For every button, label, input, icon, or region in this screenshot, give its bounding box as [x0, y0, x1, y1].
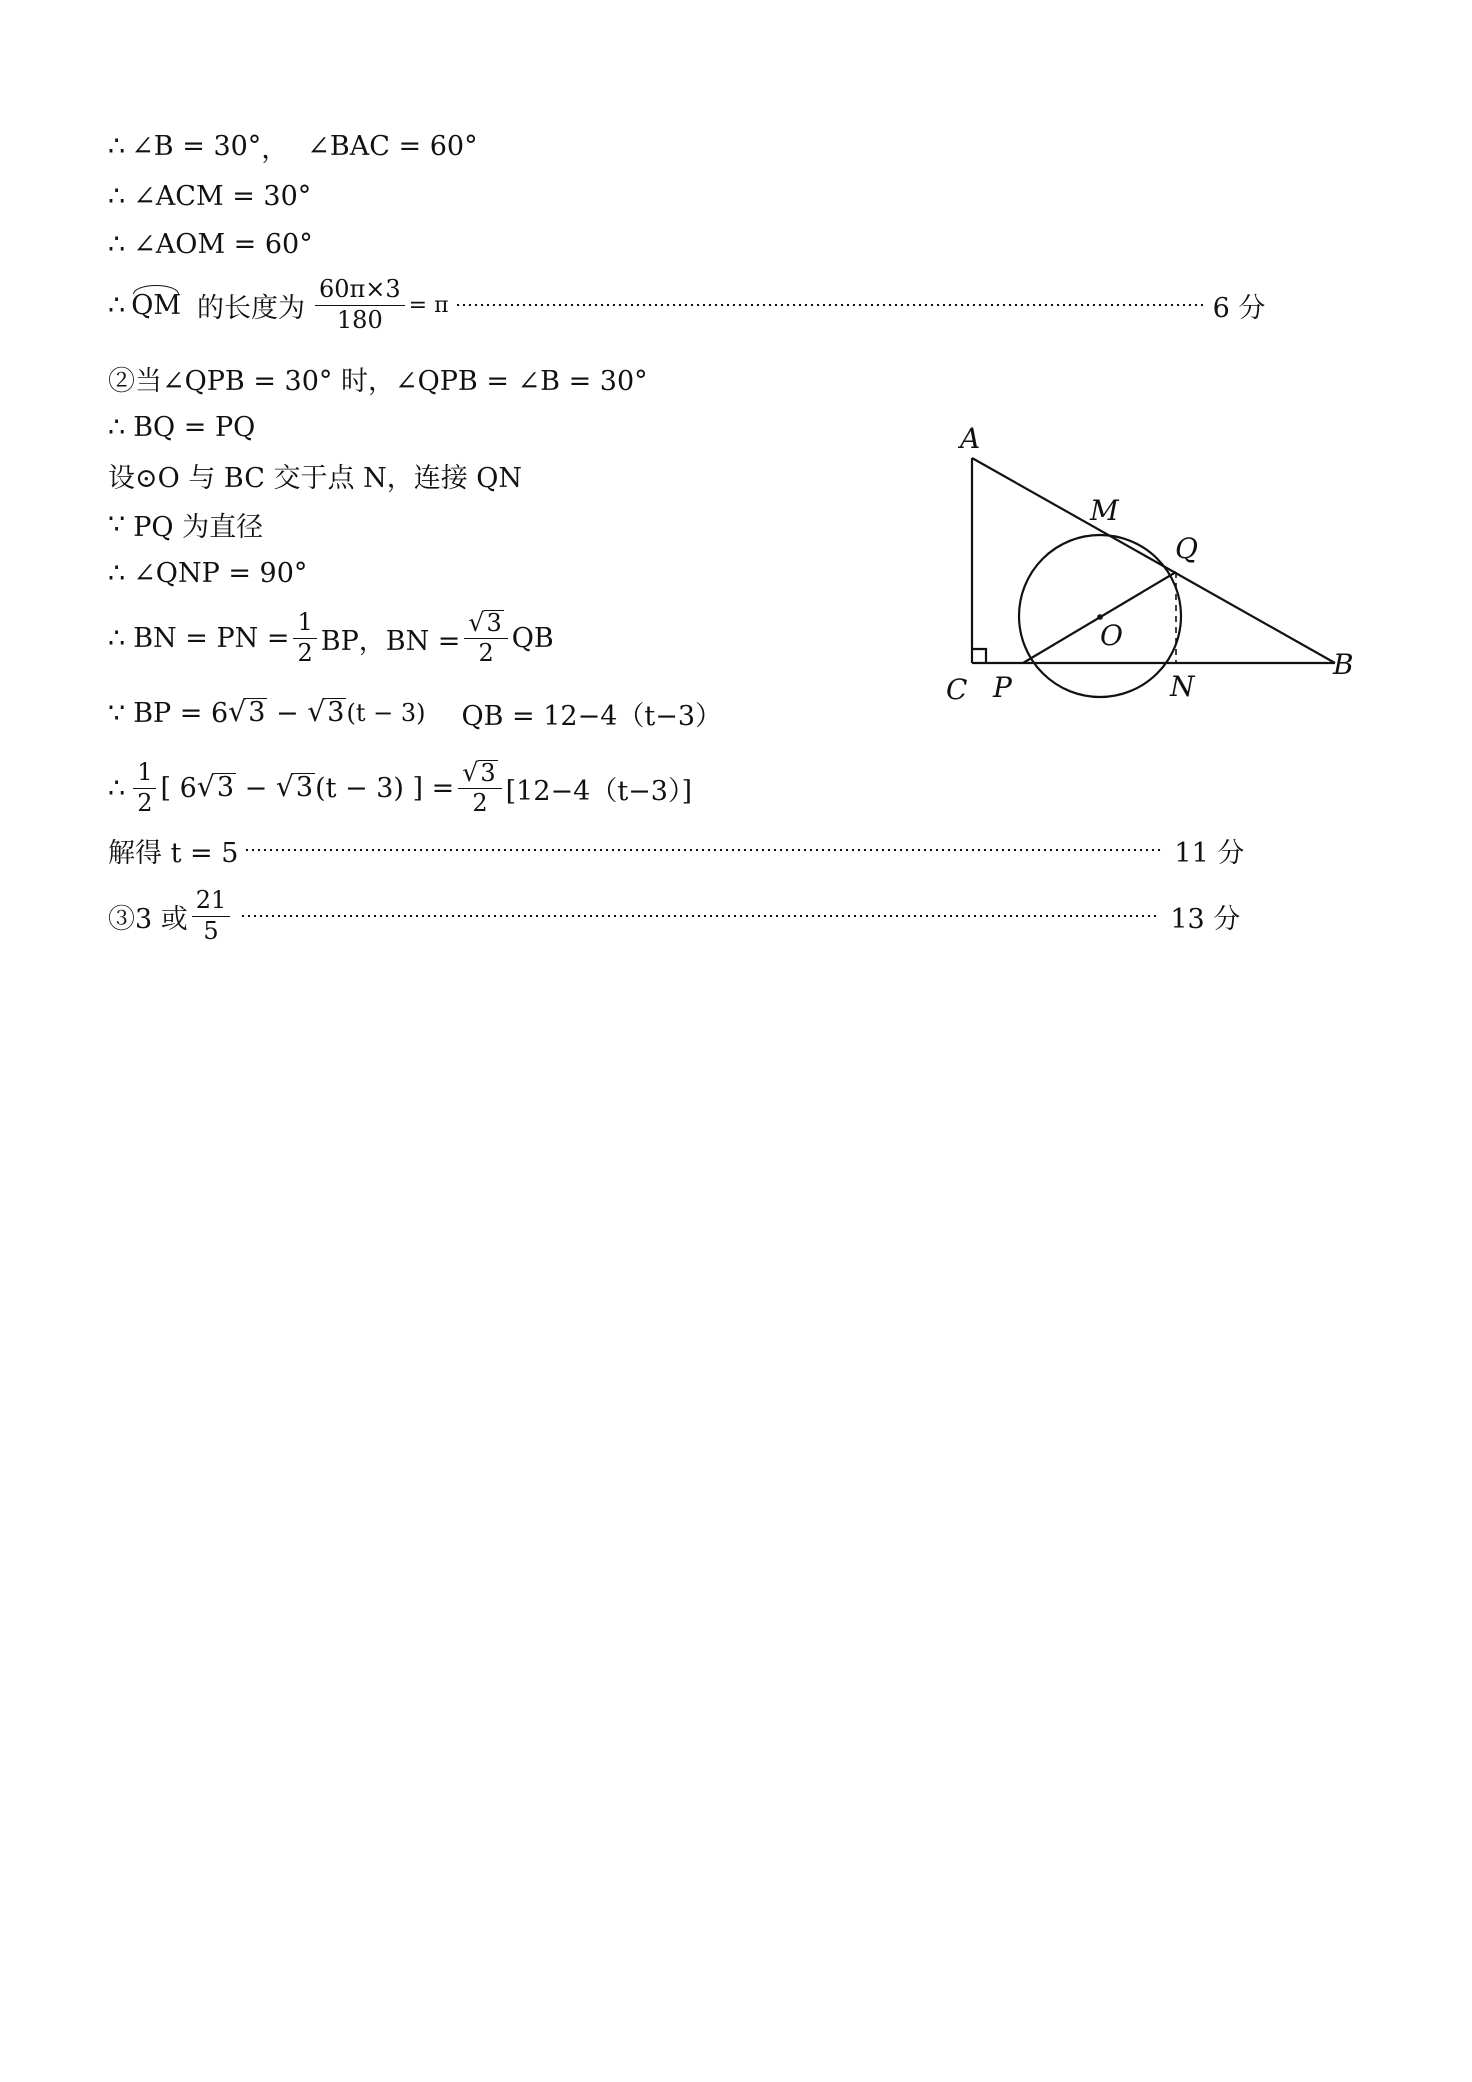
statement-text: 解得 t = 5 — [108, 837, 239, 869]
radicand: 3 — [480, 758, 496, 787]
therefore-symbol: ∴ — [108, 130, 126, 162]
label-n: N — [1170, 670, 1195, 703]
square-root: √ 3 — [275, 770, 314, 804]
fraction-denominator: 2 — [137, 788, 153, 817]
step-bq-pq — [108, 405, 255, 449]
step-diameter — [108, 502, 263, 546]
fraction-denominator: 5 — [203, 916, 219, 945]
step-arc-length — [108, 275, 1266, 334]
case-three-answer — [108, 886, 1241, 945]
step-bp-qb — [108, 691, 722, 735]
result-value: = π — [408, 292, 449, 318]
bp-expression: BP = 6 — [133, 697, 229, 729]
because-symbol: ∵ — [108, 697, 126, 729]
fraction — [315, 277, 405, 332]
statement-text: PQ 为直径 — [133, 511, 264, 543]
step-bn-relations — [108, 607, 554, 667]
step-angle-b: ∴ ∠B = 30° ， ∠BAC = 60° — [108, 130, 478, 165]
square-root: √ 3 — [228, 695, 266, 729]
right-angle-mark — [972, 649, 986, 663]
square-root: √ 3 — [307, 695, 345, 729]
statement-text: ∠AOM = 60° — [133, 228, 313, 260]
therefore-symbol: ∴ — [108, 772, 126, 804]
score: 6 分 — [1212, 292, 1266, 324]
radicand: 3 — [216, 772, 235, 804]
qb-expression: QB = 12−4（t−3） — [461, 700, 723, 732]
fraction-numerator: 21 — [192, 888, 231, 916]
therefore-symbol: ∴ — [108, 622, 126, 654]
construction-step — [108, 453, 522, 497]
radicand: 3 — [295, 772, 314, 804]
step-equation — [108, 757, 693, 817]
minus-sign: − — [236, 772, 276, 804]
angle-b-value: ∠B = 30° — [131, 130, 262, 162]
label-p: P — [993, 671, 1012, 704]
fraction-denominator: 2 — [478, 639, 494, 667]
label-b: B — [1333, 648, 1354, 681]
minus-sign: − — [267, 697, 308, 729]
step-right-angle — [108, 551, 307, 595]
statement-text: ②当∠QPB = 30° 时，∠QPB = ∠B = 30° — [108, 365, 648, 397]
dot-leader — [244, 849, 1164, 851]
mid-text: BP，BN = — [320, 625, 461, 657]
square-root: √ 3 — [468, 607, 502, 637]
fraction-numerator: 1 — [133, 760, 156, 788]
answer-prefix: ③3 或 — [108, 903, 188, 935]
fraction-root3-over-2 — [464, 607, 507, 667]
therefore-symbol: ∴ — [108, 228, 126, 260]
label-a: A — [960, 422, 981, 455]
fraction-numerator: 60π×3 — [315, 277, 405, 305]
therefore-symbol: ∴ — [108, 180, 126, 212]
bp-tail: (t − 3) — [346, 699, 426, 727]
segment-ab — [972, 458, 1335, 663]
dot-leader — [240, 915, 1160, 917]
step-angle-acm — [108, 174, 311, 218]
fraction-denominator: 2 — [472, 789, 488, 817]
step-solution — [108, 828, 1245, 872]
fraction-half — [293, 610, 316, 665]
radicand: 3 — [248, 697, 266, 729]
inner-tail: (t − 3) ] = — [315, 772, 455, 804]
therefore-symbol: ∴ — [108, 557, 126, 589]
therefore-symbol: ∴ — [108, 289, 126, 321]
fraction-numerator: 1 — [293, 610, 316, 638]
label-o: O — [1100, 619, 1123, 652]
rhs-text: [12−4（t−3）] — [505, 775, 693, 807]
case-two-heading — [108, 356, 648, 400]
statement-text: ∠QNP = 90° — [133, 557, 308, 589]
square-root: √ 3 — [196, 770, 235, 804]
fraction-denominator: 2 — [297, 638, 313, 667]
label-m: M — [1090, 494, 1119, 527]
label-c: C — [946, 673, 968, 706]
statement-text: ∠ACM = 30° — [133, 180, 312, 212]
statement-text: BQ = PQ — [133, 411, 256, 443]
square-root: √ 3 — [462, 757, 496, 787]
dot-leader — [455, 304, 1203, 306]
fraction-21-over-5 — [192, 888, 231, 943]
step-angle-aom — [108, 222, 313, 266]
rhs-text: QB — [511, 622, 554, 654]
lhs-text: BN = PN = — [133, 622, 290, 654]
radicand: 3 — [486, 608, 502, 637]
arc-qm: QM — [131, 289, 181, 321]
statement-text: 设⊙O 与 BC 交于点 N，连接 QN — [108, 462, 523, 494]
score: 11 分 — [1174, 837, 1245, 869]
because-symbol: ∵ — [108, 508, 126, 540]
geometry-figure — [935, 418, 1365, 718]
label-q: Q — [1175, 532, 1198, 565]
statement-text: 的长度为 — [196, 292, 305, 324]
fraction-half — [133, 760, 156, 815]
fraction-root3-over-2 — [458, 757, 501, 817]
radicand: 3 — [327, 697, 345, 729]
fraction-denominator: 180 — [336, 305, 383, 334]
angle-bac-value: ∠BAC = 60° — [307, 130, 478, 162]
score: 13 分 — [1170, 903, 1241, 935]
bracket-open: [ 6 — [160, 772, 197, 804]
therefore-symbol: ∴ — [108, 411, 126, 443]
